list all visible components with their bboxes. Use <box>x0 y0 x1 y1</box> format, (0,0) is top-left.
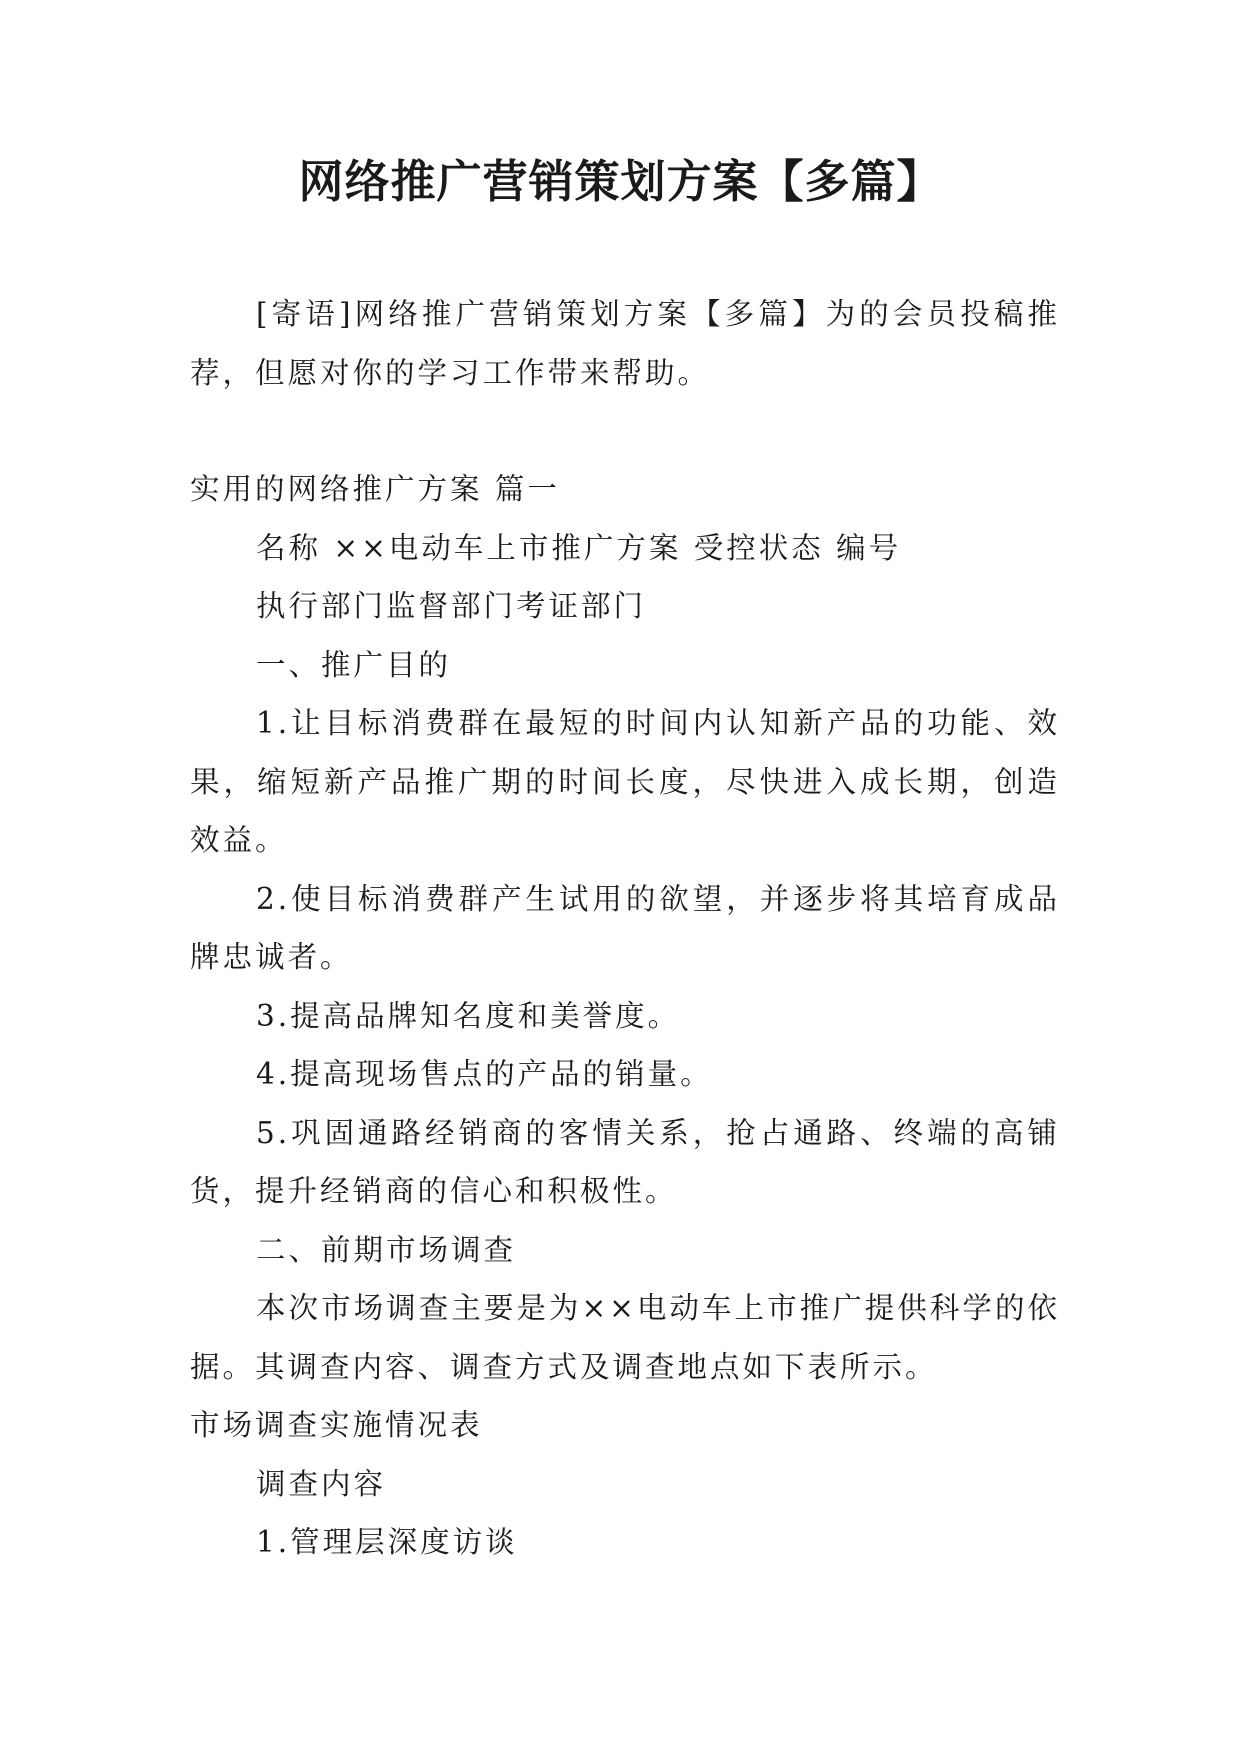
paragraph: 本次市场调查主要是为××电动车上市推广提供科学的依据。其调查内容、调查方式及调查地点如下表所示。 <box>190 1291 1060 1384</box>
document-body <box>190 285 1060 1572</box>
paragraph: 名称 ××电动车上市推广方案 受控状态 编号 <box>256 530 902 565</box>
list-item: 5.巩固通路经销商的客情关系，抢占通路、终端的高铺货，提升经销商的信心和积极性。 <box>190 1115 1060 1208</box>
list-item: 1.管理层深度访谈 <box>256 1525 518 1559</box>
foreword-paragraph: [寄语]网络推广营销策划方案【多篇】为的会员投稿推荐，但愿对你的学习工作带来帮助。 <box>190 297 1060 390</box>
list-item: 4.提高现场售点的产品的销量。 <box>256 1057 713 1091</box>
paragraph: 执行部门监督部门考证部门 <box>256 589 647 623</box>
table-caption: 市场调查实施情况表 <box>190 1408 483 1442</box>
list-item: 1.让目标消费群在最短的时间内认知新产品的功能、效果，缩短新产品推广期的时间长度，尽快进入成长期，创造效益。 <box>190 706 1060 857</box>
subsection-heading: 一、推广目的 <box>256 647 452 682</box>
subsection-heading: 二、前期市场调查 <box>256 1232 517 1267</box>
list-item: 3.提高品牌知名度和美誉度。 <box>256 998 681 1033</box>
table-header: 调查内容 <box>256 1466 387 1501</box>
section-heading: 实用的网络推广方案 篇一 <box>190 472 560 506</box>
document-title: 网络推广营销策划方案【多篇】 <box>298 155 943 208</box>
list-item: 2.使目标消费群产生试用的欲望，并逐步将其培育成品牌忠诚者。 <box>190 881 1060 974</box>
paragraph-spacer <box>190 402 1060 460</box>
